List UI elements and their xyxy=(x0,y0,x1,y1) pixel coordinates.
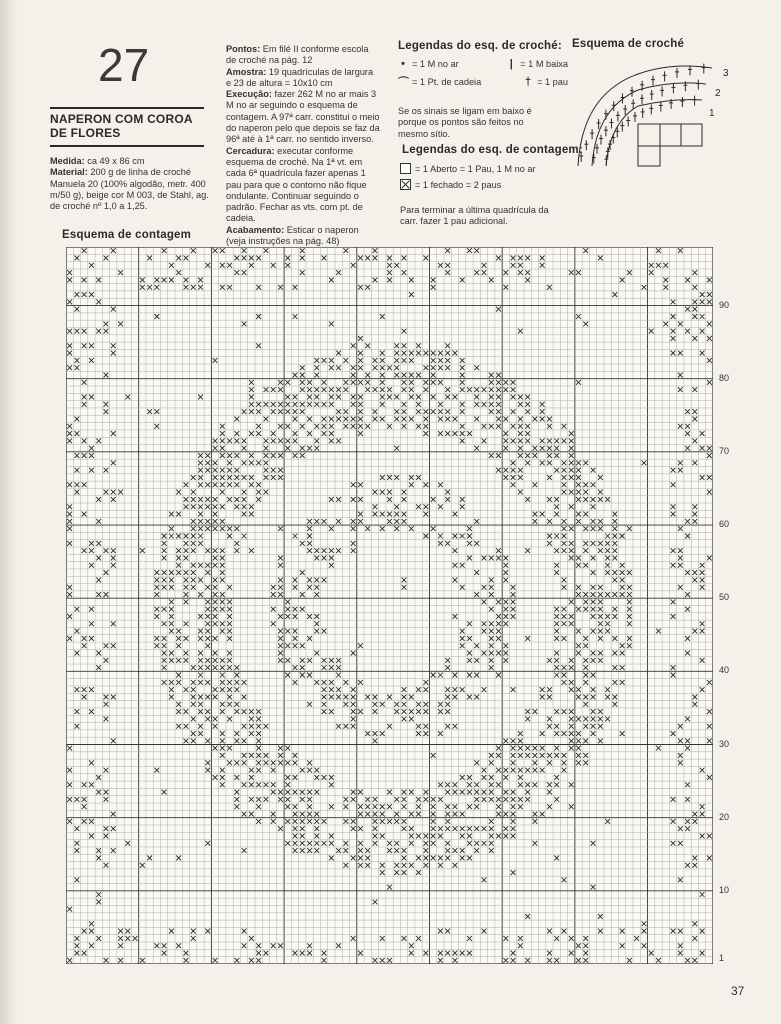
croche-row-label-1: 1 xyxy=(709,108,715,119)
instr-execucao: Execução: fazer 262 M no ar mais 3 M no ar seguindo o esquema de contagem. A 97ª carr. constitui o meio do naperon pelo que depois se faz da 96ª até à 1ª carr. no sentido inverso. xyxy=(226,89,380,145)
instr-pontos: Pontos: Em filé II conforme escola de croché na pág. 12 xyxy=(226,44,369,66)
pattern-number: 27 xyxy=(98,39,150,91)
spec-medida: Medida: ca 49 x 86 cm xyxy=(50,156,145,166)
row-label: 50 xyxy=(719,592,730,603)
instr-acabamento: Acabamento: Esticar o naperon (veja instruções na pág. 48) xyxy=(226,224,359,247)
slip-stitch-icon: ⌒ xyxy=(398,77,409,89)
page-fold-shadow xyxy=(0,0,18,1024)
instructions-block xyxy=(226,44,380,247)
croche-diagram xyxy=(572,54,742,172)
row-label: 90 xyxy=(719,299,730,310)
legend-closed-item: = 1 fechado = 2 paus xyxy=(400,179,536,190)
open-square-icon xyxy=(400,163,411,174)
spec-material: Material: 200 g de linha de croché Manuela 20 (100% algodão, metr. 400 m/50 g), beige cor M 003, de Stahl, ag. de croché nº 1,0 a 1,25. xyxy=(50,167,209,212)
single-crochet-icon: | xyxy=(509,58,513,70)
legend-chain-item: • = 1 M no ar xyxy=(398,58,459,70)
row-label: 40 xyxy=(719,665,730,676)
legend-contagem-items xyxy=(400,163,536,190)
counting-chart-grid xyxy=(66,247,713,964)
croche-diagram-heading: Esquema de croché xyxy=(572,38,685,50)
legend-contagem-heading: Legendas do esq. de contagem: xyxy=(402,144,583,156)
double-crochet-icon: † xyxy=(525,76,532,88)
croche-row-label-3: 3 xyxy=(723,68,729,79)
specs-block xyxy=(50,156,210,212)
row-label: 70 xyxy=(719,445,730,456)
row-label: 10 xyxy=(719,884,730,895)
legend-dc-item: † = 1 pau xyxy=(525,76,568,88)
page-number: 37 xyxy=(731,984,745,998)
croche-row-label-2: 2 xyxy=(715,88,721,99)
row-label: 1 xyxy=(719,952,725,963)
instr-cercadura: Cercadura: executar conforme esquema de croché. Na 1ª vt. em cada 6ª quadrícula fazer apenas 1 pau para que o contorno não fique ondulante. Continuar seguindo o padrão. Fechar as vts. com pt. de cadeia. xyxy=(226,145,367,224)
pattern-title: NAPERON COM COROA DE FLORES xyxy=(50,112,193,140)
legend-slip-item: ⌒ = 1 Pt. de cadeia xyxy=(398,74,481,90)
counting-chart-heading: Esquema de contagem xyxy=(62,229,192,241)
closed-square-icon xyxy=(400,179,411,190)
title-rule-bottom xyxy=(50,145,204,147)
instr-amostra: Amostra: 19 quadrículas de largura e 23 de altura = 10x10 cm xyxy=(226,66,374,88)
legend-croche-note: Se os sinais se ligam em baixo é porque os pontos são feitos no mesmo sítio. xyxy=(398,106,532,139)
legend-contagem-note: Para terminar a última quadrícula da carr. fazer 1 pau adicional. xyxy=(400,205,549,227)
legend-sc-item: | = 1 M baixa xyxy=(506,58,568,70)
row-label: 20 xyxy=(719,811,730,822)
chain-dot-icon: • xyxy=(401,58,405,70)
row-label: 30 xyxy=(719,738,730,749)
legend-open-item: = 1 Aberto = 1 Pau, 1 M no ar xyxy=(400,163,536,174)
legend-croche-heading: Legendas do esq. de croché: xyxy=(398,40,562,52)
row-label: 60 xyxy=(719,519,730,530)
row-label: 80 xyxy=(719,372,730,383)
legend-croche-items xyxy=(398,58,568,90)
title-rule-top xyxy=(50,107,204,109)
